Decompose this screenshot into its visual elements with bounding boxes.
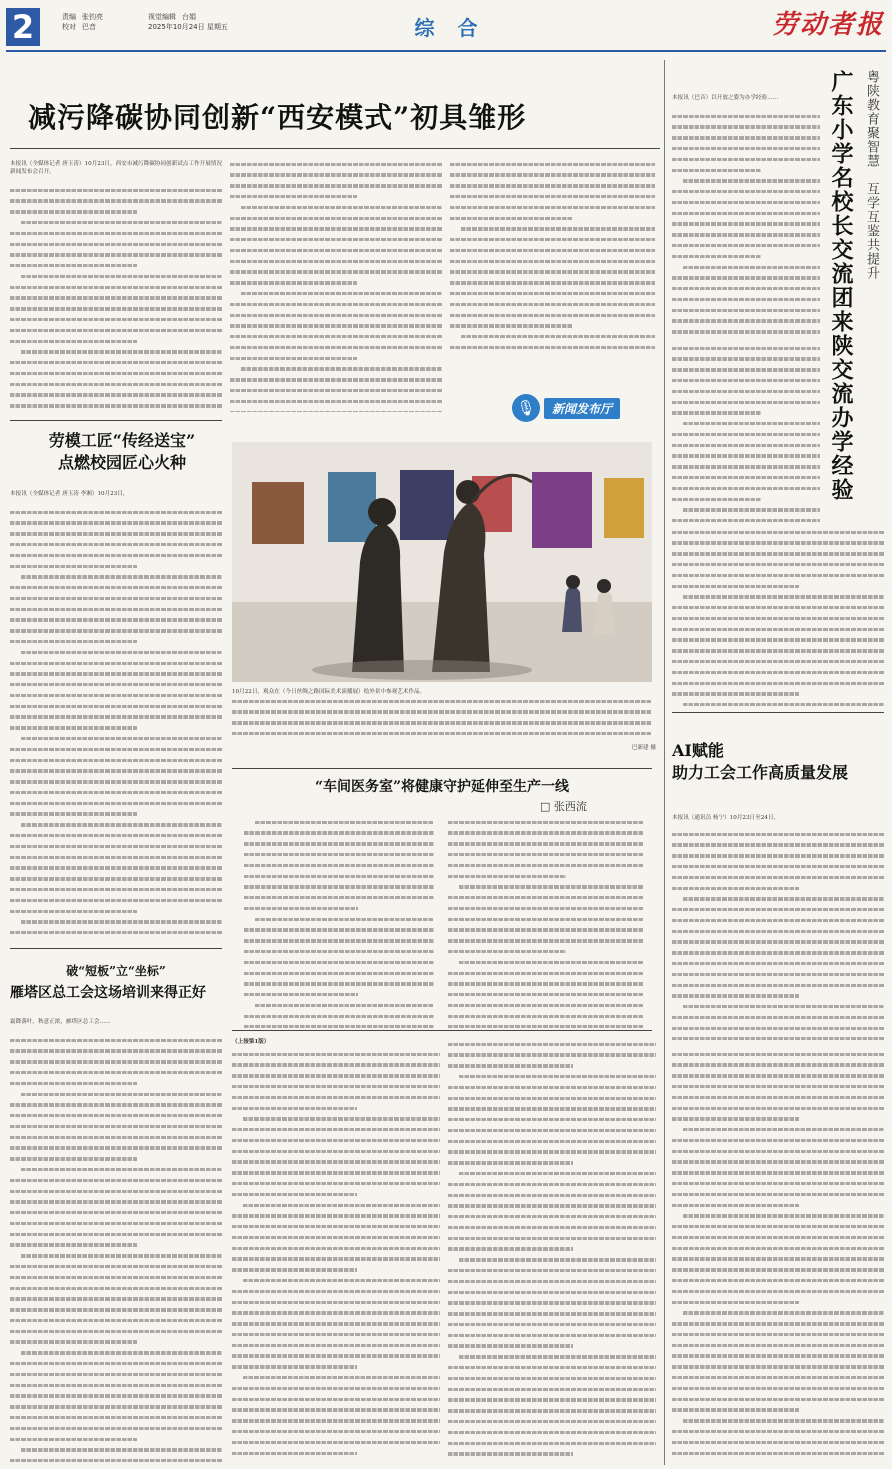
ai-body	[672, 830, 884, 1040]
press-room-label: 新闻发布厅	[544, 398, 620, 419]
guangdong-col-bottom	[672, 528, 884, 708]
editor-name: 张钧亮	[82, 13, 103, 21]
vision-name: 台娟	[182, 13, 196, 21]
column-divider	[664, 60, 665, 1465]
workshop-col-1	[244, 818, 434, 1028]
photo-credit: 巴新建 摄	[631, 745, 656, 751]
continuation-col-3	[672, 1050, 884, 1462]
ai-rule	[672, 712, 884, 713]
lead-headline: 减污降碳协同创新“西安模式”初具雏形	[28, 101, 527, 134]
workshop-author-box: □ 张西流	[540, 800, 587, 813]
ai-title-2: 助力工会工作高质量发展	[672, 763, 849, 782]
ai-byline: 本报讯（通讯员 杨宁）10月23日至24日，	[672, 815, 780, 821]
workshop-headline: “车间医务室”将健康守护延伸至生产一线	[314, 779, 570, 795]
proof-label: 校对	[62, 23, 76, 31]
ai-headline	[672, 740, 884, 784]
lead-col-2	[230, 160, 442, 412]
header-rule	[6, 50, 886, 52]
short-board-headline	[10, 960, 222, 1004]
short-board-title-2: 雁塔区总工会这场培训来得正好	[10, 985, 206, 1001]
exhibition-photo	[232, 442, 652, 682]
vision-info	[148, 12, 228, 32]
lead-byline: 本报讯（全媒体记者 唐玉涛）10月23日，西安市减污降碳协同创新试点工作开展情况新闻发布会召开。	[10, 161, 222, 176]
guangdong-col-top	[672, 112, 820, 340]
short-board-rule	[10, 948, 222, 949]
photo-caption: 10月22日，观众在（今日丝绸之路国际美术演播展）绘外景中参观艺术作品。	[232, 689, 426, 695]
workshop-rule-top	[232, 768, 652, 769]
newspaper-logo: 劳动者报	[771, 10, 884, 40]
workshop-author: 张西流	[553, 800, 587, 813]
labor-body	[10, 508, 222, 938]
guangdong-byline: 本报讯（巴音）以开放之姿为办学经验……	[672, 95, 779, 101]
continuation-label: （上接第1版）	[232, 1039, 270, 1045]
guangdong-headline: 广东小学名校长交流团来陕交流办学经验	[828, 70, 854, 502]
ai-title-1: AI赋能	[672, 741, 724, 760]
editor-label: 责编	[62, 13, 76, 21]
microphone-icon: 🎙	[512, 394, 540, 422]
guangdong-col-mid	[672, 344, 820, 524]
issue-date: 2025年10月24日 星期五	[148, 23, 228, 31]
short-board-title-1: 破“短板”立“坐标”	[66, 964, 166, 978]
lead-col-3	[450, 160, 655, 356]
short-board-byline: 霜降落叶，秋意正浓，雁塔区总工会……	[10, 1019, 111, 1025]
proof-name: 巴音	[82, 23, 96, 31]
editor-info	[62, 12, 103, 32]
page-number: 2	[6, 8, 40, 46]
workshop-col-2	[448, 818, 644, 1028]
vision-label: 视觉编辑	[148, 13, 176, 21]
guangdong-subtitle: 粤陕教育聚智慧 互学互鉴共提升	[864, 70, 879, 280]
labor-title-2: 点燃校园匠心火种	[57, 453, 186, 472]
lead-col-1	[10, 186, 222, 414]
labor-rule	[10, 420, 222, 421]
labor-headline	[22, 430, 222, 474]
labor-byline: 本报讯（全媒体记者 唐玉涛 李湘）10月23日，	[10, 491, 129, 497]
short-board-body	[10, 1036, 222, 1462]
photo-caption-body	[232, 697, 652, 741]
labor-title-1: 劳模工匠“传经送宝”	[48, 431, 196, 450]
workshop-rule-bottom	[232, 1030, 652, 1031]
continuation-col-1	[232, 1050, 440, 1462]
gallery-scene	[232, 442, 652, 682]
section-title: 综 合	[414, 16, 486, 40]
continuation-col-2	[448, 1040, 656, 1462]
lead-rule	[10, 148, 660, 149]
